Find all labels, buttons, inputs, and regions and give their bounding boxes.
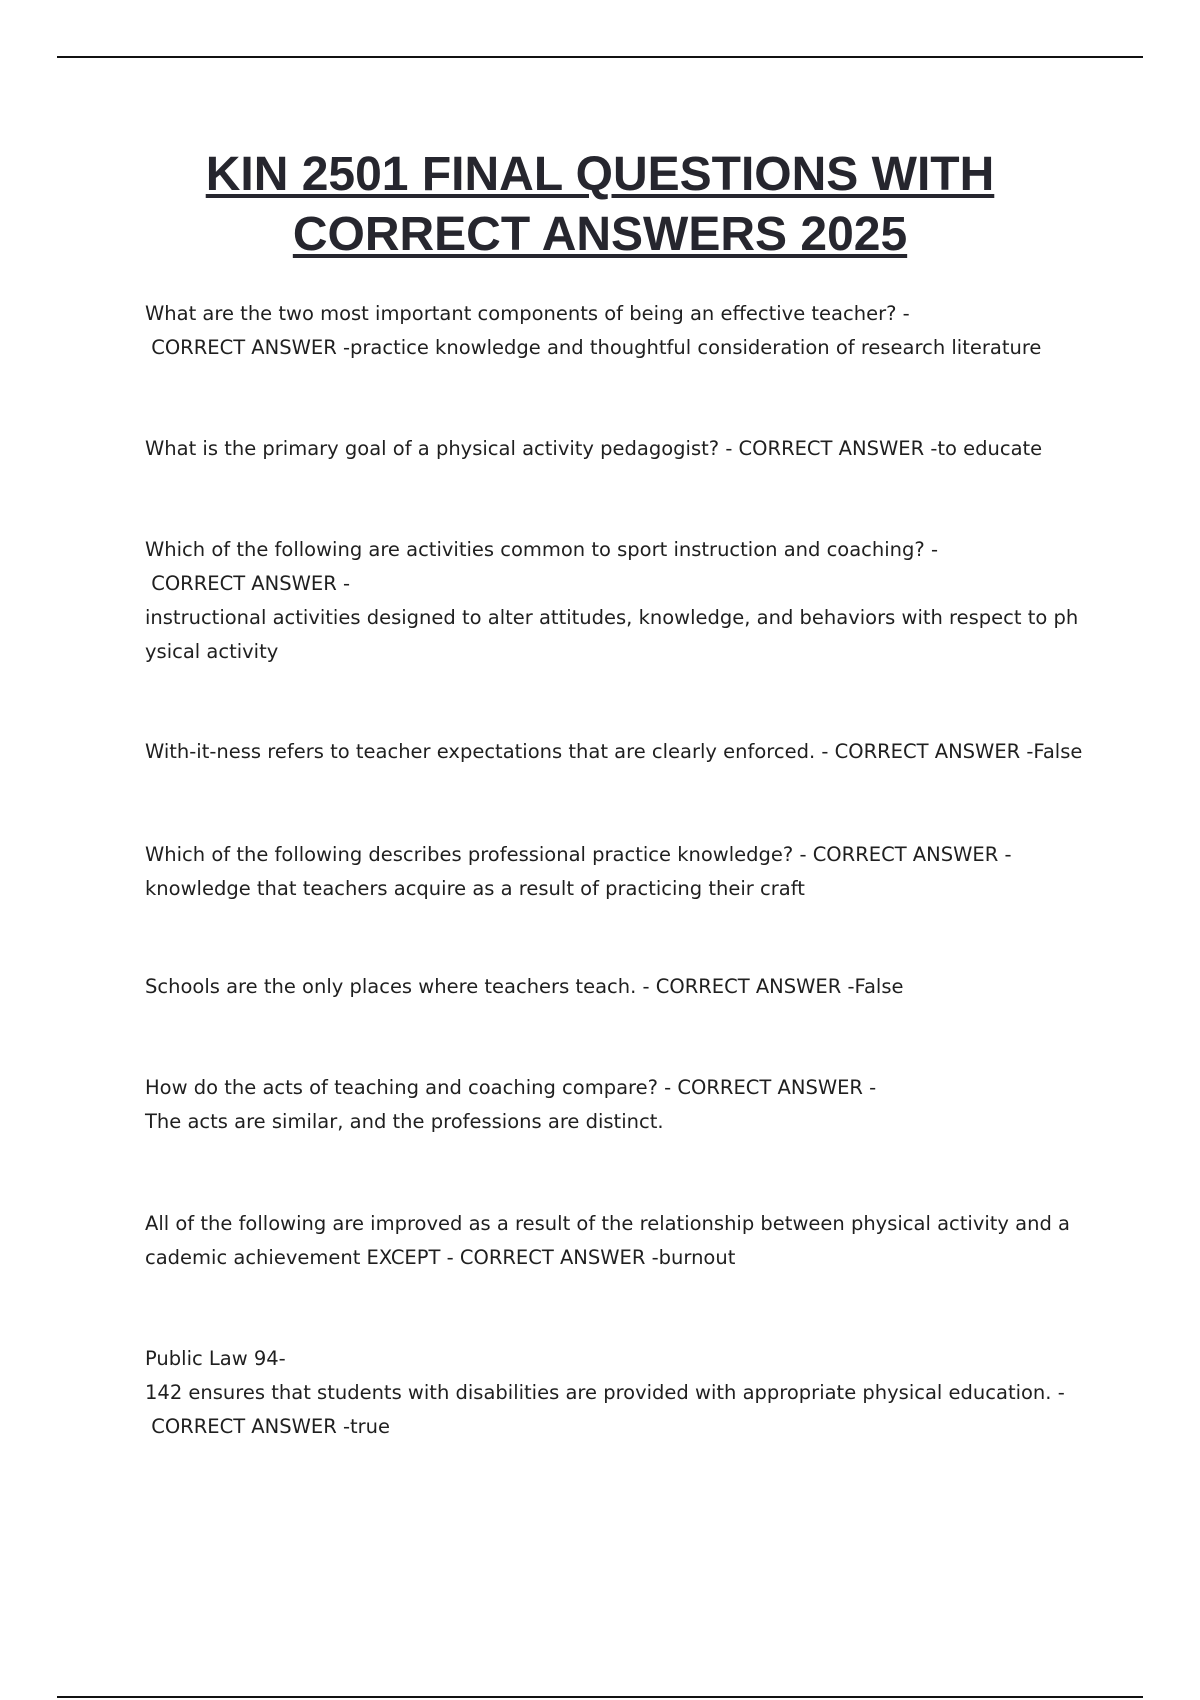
qa-line: Public Law 94- — [145, 1347, 286, 1370]
qa-item-3 — [145, 533, 1095, 669]
qa-item-5 — [145, 838, 1095, 906]
qa-line: The acts are similar, and the professions are distinct. — [145, 1110, 664, 1133]
qa-line: Which of the following describes professional practice knowledge? - CORRECT ANSWER - — [145, 843, 1012, 866]
qa-line: CORRECT ANSWER -true — [145, 1415, 391, 1438]
qa-line: What is the primary goal of a physical activity pedagogist? - CORRECT ANSWER -to educate — [145, 437, 1043, 460]
qa-line: 142 ensures that students with disabilities are provided with appropriate physical education. - — [145, 1381, 1065, 1404]
qa-line: How do the acts of teaching and coaching compare? - CORRECT ANSWER - — [145, 1076, 877, 1099]
qa-line: Schools are the only places where teachers teach. - CORRECT ANSWER -False — [145, 975, 904, 998]
qa-line: instructional activities designed to alter attitudes, knowledge, and behaviors with respect to ph — [145, 606, 1079, 629]
qa-line: What are the two most important components of being an effective teacher? - — [145, 302, 910, 325]
qa-item-6 — [145, 970, 1095, 1004]
qa-item-2 — [145, 432, 1095, 466]
qa-line: All of the following are improved as a result of the relationship between physical activity and a — [145, 1212, 1070, 1235]
bottom-rule — [57, 1696, 1143, 1698]
qa-line: Which of the following are activities common to sport instruction and coaching? - — [145, 538, 939, 561]
qa-item-7 — [145, 1071, 1095, 1139]
qa-line: cademic achievement EXCEPT - CORRECT ANSWER -burnout — [145, 1246, 736, 1269]
title-line-2: CORRECT ANSWERS 2025 — [292, 208, 908, 261]
qa-line: With-it-ness refers to teacher expectations that are clearly enforced. - CORRECT ANSWER -False — [145, 740, 1083, 763]
qa-line: ysical activity — [145, 640, 279, 663]
qa-item-8 — [145, 1207, 1095, 1275]
qa-line: CORRECT ANSWER - — [145, 572, 350, 595]
qa-item-9 — [145, 1342, 1095, 1444]
title-line-1: KIN 2501 FINAL QUESTIONS WITH — [205, 148, 995, 201]
top-rule — [57, 56, 1143, 58]
qa-line: CORRECT ANSWER -practice knowledge and thoughtful consideration of research literature — [145, 336, 1042, 359]
document-title — [100, 145, 1100, 265]
qa-item-1 — [145, 297, 1095, 365]
qa-item-4 — [145, 735, 1095, 769]
qa-line: knowledge that teachers acquire as a result of practicing their craft — [145, 877, 805, 900]
